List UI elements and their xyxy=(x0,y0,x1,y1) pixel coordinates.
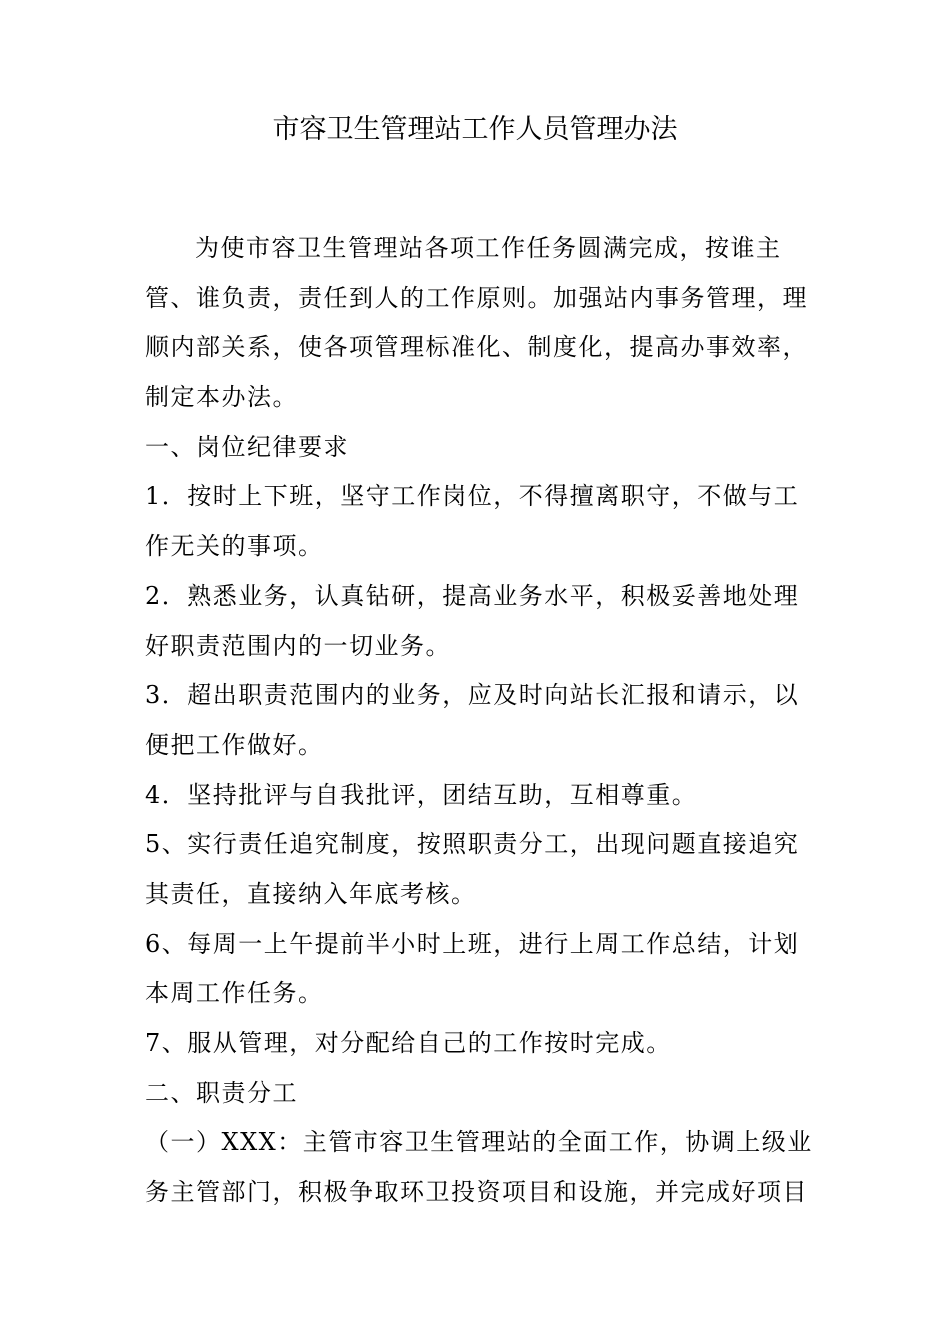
list-item-line: 2．熟悉业务，认真钻研，提高业务水平，积极妥善地处理 xyxy=(145,581,800,610)
list-item-line: 好职责范围内的一切业务。 xyxy=(145,631,451,660)
list-item-line: 3．超出职责范围内的业务，应及时向站长汇报和请示，以 xyxy=(145,681,800,710)
list-item-line: 1．按时上下班，坚守工作岗位，不得擅离职守，不做与工 xyxy=(145,482,800,511)
list-item-line: 7、服从管理，对分配给自己的工作按时完成。 xyxy=(145,1029,672,1057)
paragraph-line: （一）XXX：主管市容卫生管理站的全面工作，协调上级业 xyxy=(145,1128,813,1157)
document-title: 市容卫生管理站工作人员管理办法 xyxy=(272,114,678,145)
list-item-line: 5、实行责任追究制度，按照职责分工，出现问题直接追究 xyxy=(145,830,800,859)
document-body xyxy=(145,224,813,1218)
paragraph-line: 管、谁负责，责任到人的工作原则。加强站内事务管理，理 xyxy=(145,283,808,312)
paragraph-line: 为使市容卫生管理站各项工作任务圆满完成，按谁主 xyxy=(195,234,782,262)
list-item-line: 其责任，直接纳入年底考核。 xyxy=(145,879,477,908)
paragraph-line: 顺内部关系，使各项管理标准化、制度化，提高办事效率， xyxy=(145,333,808,362)
paragraph-line: 务主管部门，积极争取环卫投资项目和设施，并完成好项目 xyxy=(145,1178,808,1207)
list-item-line: 4．坚持批评与自我批评，团结互助，互相尊重。 xyxy=(145,780,698,809)
list-item-line: 本周工作任务。 xyxy=(145,979,324,1008)
paragraph-line: 制定本办法。 xyxy=(145,383,298,412)
section-heading: 二、职责分工 xyxy=(145,1078,298,1107)
list-item-line: 便把工作做好。 xyxy=(145,730,324,759)
list-item-line: 6、每周一上午提前半小时上班，进行上周工作总结，计划 xyxy=(145,929,800,958)
section-heading: 一、岗位纪律要求 xyxy=(145,432,349,461)
list-item-line: 作无关的事项。 xyxy=(145,532,324,561)
